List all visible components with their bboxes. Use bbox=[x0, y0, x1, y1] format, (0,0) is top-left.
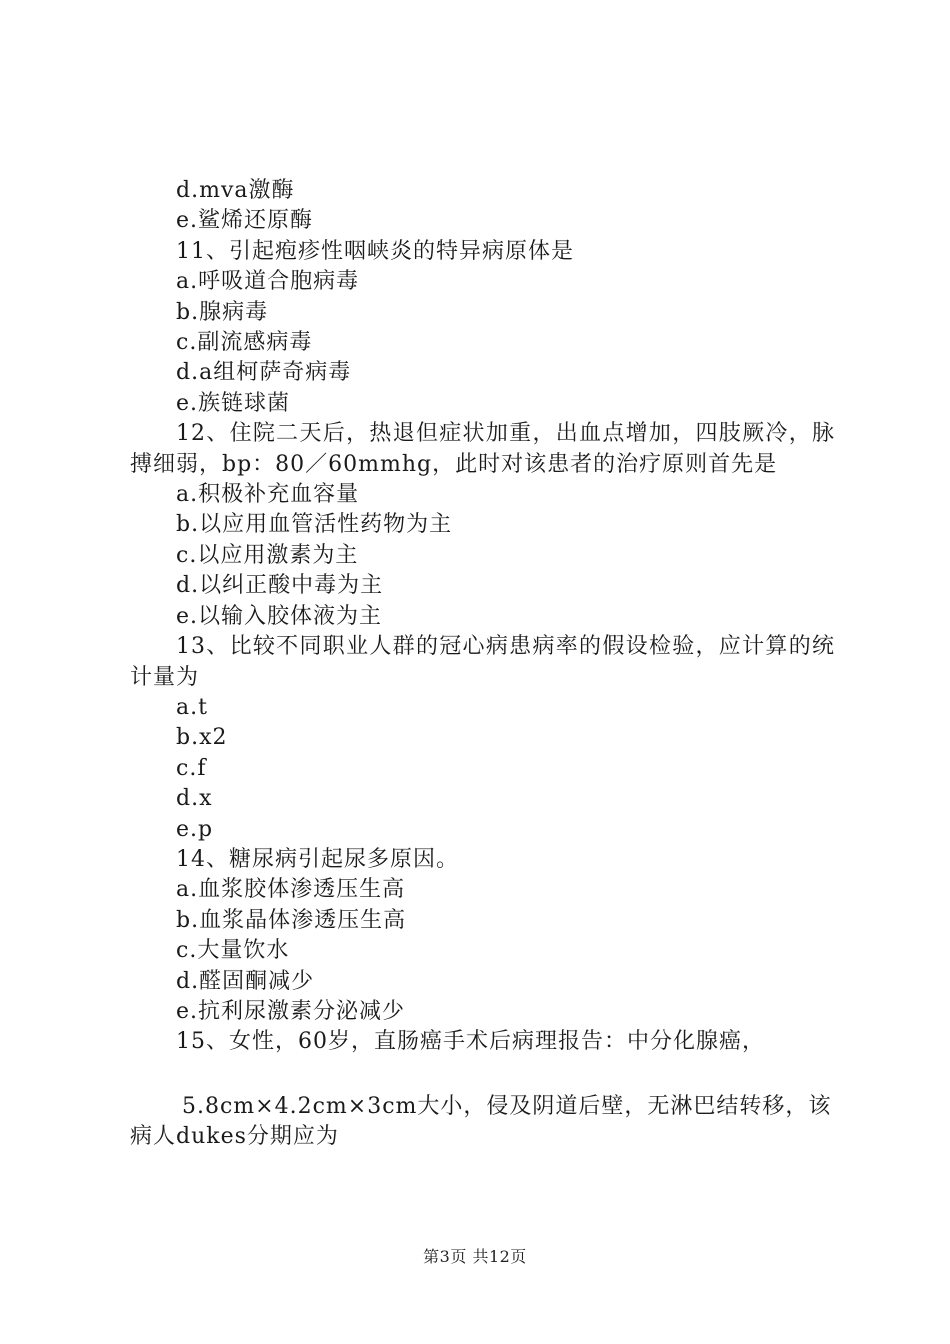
question-15: 15、女性，60岁，直肠癌手术后病理报告：中分化腺癌， bbox=[176, 1029, 765, 1055]
option-line: e.p bbox=[176, 816, 214, 842]
option-line: e.鲨烯还原酶 bbox=[176, 208, 314, 234]
option-line: b.腺病毒 bbox=[176, 299, 269, 325]
option-line: b.血浆晶体渗透压生高 bbox=[176, 907, 407, 933]
question-12: 12、住院二天后，热退但症状加重，出血点增加，四肢厥冷，脉搏细弱，bp：80／60mmhg，此时对该患者的治疗原则首先是 bbox=[130, 421, 835, 477]
option-line: d.mva激酶 bbox=[176, 178, 295, 203]
option-line: d.醛固酮减少 bbox=[176, 968, 315, 994]
option-line: c.大量饮水 bbox=[176, 938, 290, 964]
option-line: d.x bbox=[176, 786, 213, 812]
option-line: d.a组柯萨奇病毒 bbox=[176, 360, 352, 386]
option-line: b.以应用血管活性药物为主 bbox=[176, 512, 453, 538]
option-line: a.呼吸道合胞病毒 bbox=[176, 269, 360, 295]
question-15-continuation: 5.8cm×4.2cm×3cm大小，侵及阴道后壁，无淋巴结转移，该病人dukes分期应为 bbox=[130, 1093, 832, 1150]
option-line: c.副流感病毒 bbox=[176, 330, 313, 356]
document-body bbox=[130, 176, 835, 1153]
option-line: c.以应用激素为主 bbox=[176, 542, 359, 568]
option-line: a.血浆胶体渗透压生高 bbox=[176, 877, 406, 903]
question-13: 13、比较不同职业人群的冠心病患病率的假设检验，应计算的统计量为 bbox=[130, 634, 835, 690]
question-14: 14、糖尿病引起尿多原因。 bbox=[176, 846, 459, 872]
option-line: d.以纠正酸中毒为主 bbox=[176, 573, 384, 599]
option-line: a.积极补充血容量 bbox=[176, 482, 360, 508]
option-line: e.族链球菌 bbox=[176, 390, 291, 416]
option-line: c.f bbox=[176, 755, 207, 781]
paragraph-gap bbox=[130, 1058, 835, 1092]
question-11: 11、引起疱疹性咽峡炎的特异病原体是 bbox=[176, 238, 574, 264]
option-line: a.t bbox=[176, 694, 208, 720]
option-line: e.抗利尿激素分泌减少 bbox=[176, 998, 406, 1024]
option-line: e.以输入胶体液为主 bbox=[176, 603, 383, 629]
page-footer: 第3页 共12页 bbox=[423, 1247, 527, 1266]
option-line: b.x2 bbox=[176, 725, 228, 751]
